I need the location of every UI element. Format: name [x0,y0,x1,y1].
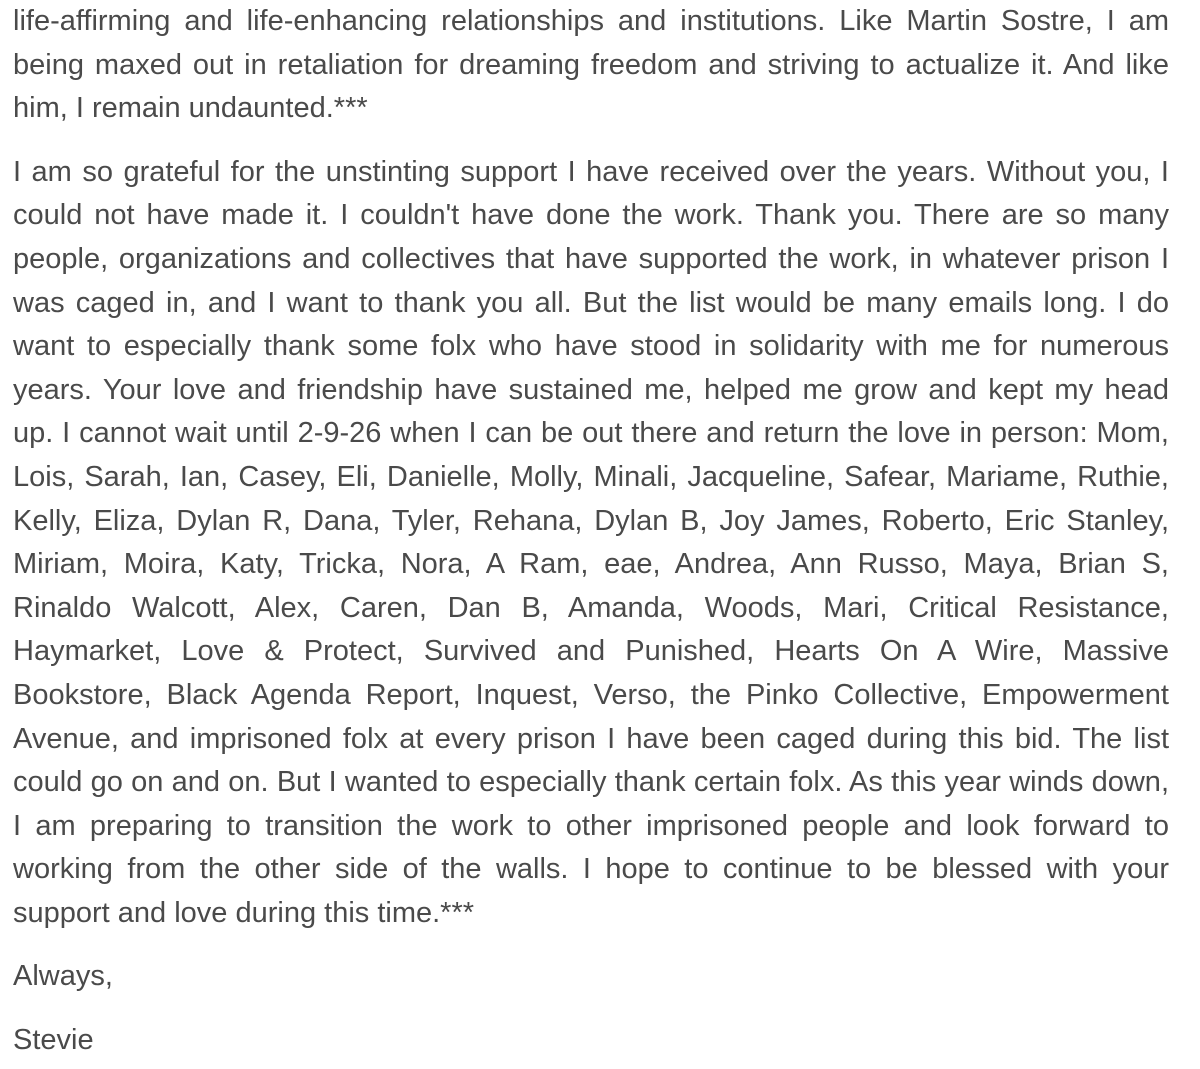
thanks-paragraph: I am so grateful for the unstinting support I have received over the years. Without you, I could not have made it. I couldn't have done the work. Thank you. There are so many people, organizations and collectives that have supported the work, in whatever prison I was caged in, and I want to thank you all. But the list would be many emails long. I do want to especially thank some folx who have stood in solidarity with me for numerous years. Your love and friendship have sustained me, helped me grow and kept my head up. I cannot wait until 2-9-26 when I can be out there and return the love in person: Mom, Lois, Sarah, Ian, Casey, Eli, Danielle, Molly, Minali, Jacqueline, Safear, Mariame, Ruthie, Kelly, Eliza, Dylan R, Dana, Tyler, Rehana, Dylan B, Joy James, Roberto, Eric Stanley, Miriam, Moira, Katy, Tricka, Nora, A Ram, eae, Andrea, Ann Russo, Maya, Brian S, Rinaldo Walcott, Alex, Caren, Dan B, Amanda, Woods, Mari, Critical Resistance, Haymarket, Love & Protect, Survived and Punished, Hearts On A Wire, Massive Bookstore, Black Agenda Report, Inquest, Verso, the Pinko Collective, Empowerment Avenue, and imprisoned folx at every prison I have been caged during this bid. The list could go on and on. But I wanted to especially thank certain folx. As this year winds down, I am preparing to transition the work to other imprisoned people and look forward to working from the other side of the walls. I hope to continue to be blessed with your support and love during this time.*** [13,155,1169,929]
closing-line: Always, [13,960,113,993]
signature: Stevie [13,1024,94,1057]
intro-paragraph: life-affirming and life-enhancing relationships and institutions. Like Martin Sostre, I am being maxed out in retaliation for dreaming freedom and striving to actualize it. And like him, I remain undaunted.*** [13,5,1169,125]
